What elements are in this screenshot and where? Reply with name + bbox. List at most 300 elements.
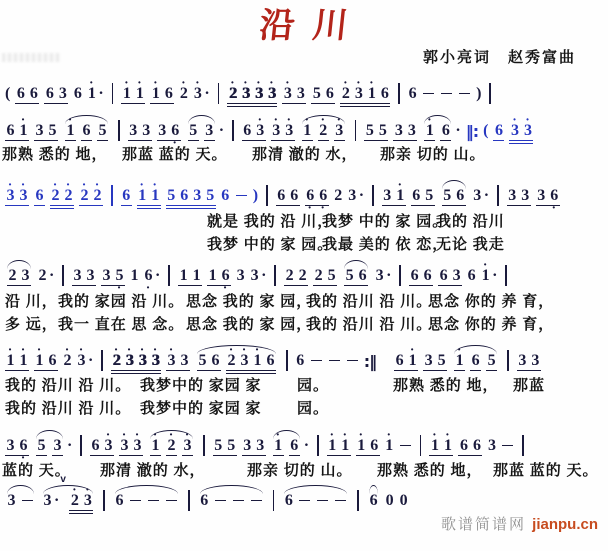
beam-group [438,262,462,290]
note-digit: 1 [151,187,160,204]
note [35,347,44,375]
note-digit: 1 [135,85,144,102]
octave-dots-above: • [513,115,517,124]
note [290,432,299,460]
octave-dots-above: • [122,430,127,439]
lyric-phrase: 园。 [297,378,330,394]
note [82,117,91,145]
note-digit: 1 [430,437,439,454]
note-digit: 3 [129,122,138,139]
octave-dots-above: • [457,345,462,354]
note [284,487,293,515]
beam-group [15,80,39,108]
barline [80,435,82,456]
note [375,262,384,290]
watermark-brand: jianpu.cn [532,516,598,533]
note [369,487,378,515]
note-digit: 1 [443,437,452,454]
note [243,432,252,460]
note-digit: 1 [151,437,160,454]
augmentation-dot: · [67,437,73,454]
note [38,262,47,290]
octave-dots-above: • [285,78,290,87]
lyrics-line [0,459,608,477]
barline [111,185,113,206]
note-digit: 6 [408,85,417,102]
note [129,117,138,145]
duration-dash [399,432,412,460]
note [211,347,220,375]
note-digit: 6 [29,85,38,102]
note [45,80,54,108]
note [151,182,160,210]
note-digit: 3 [125,352,134,369]
repeat-end-sign: :‖ [363,351,377,371]
octave-dots-above: • [269,78,274,87]
beam-group [242,117,266,145]
note-digit: 1 [253,352,262,369]
augmentation-dot: · [455,122,461,139]
note [83,487,92,515]
note [383,182,392,210]
note-digit: 3 [240,352,249,369]
note-digit: 3 [58,85,67,102]
lyrics-line [0,143,608,161]
octave-dots-below: • [552,203,557,212]
note [285,117,294,145]
note [214,432,223,460]
note-digit: 2 [51,187,60,204]
beam-group [493,117,504,145]
octave-dots-above: • [256,78,261,87]
parenthesis: ( [483,122,489,139]
beam-group [119,432,143,460]
note [341,80,350,108]
note [378,117,387,145]
barline [273,490,275,511]
note-digit: 3 [510,122,519,139]
beam-group [242,432,266,460]
note-digit: 3 [86,267,95,284]
note-digit: 1 [455,352,464,369]
duration-dash [147,487,160,515]
beam-group [178,262,202,290]
note [133,432,142,460]
note [167,182,176,210]
note [283,80,292,108]
beam-group [424,117,435,145]
note-digit: 5 [115,267,124,284]
note-digit: 1 [481,267,490,284]
note-digit: 1 [122,85,131,102]
note-digit: 1 [303,122,312,139]
note [256,117,265,145]
note-digit: 3 [348,187,357,204]
note-digit: 6 [456,187,465,204]
note-digit: 6 [73,85,82,102]
note-digit: 3 [120,437,129,454]
note-digit: 1 [151,85,160,102]
beam-group [271,117,295,145]
note [208,262,217,290]
lyrics-line [0,313,608,331]
barline [118,120,120,141]
note [221,262,230,290]
octave-dots-above: • [8,345,13,354]
octave-dots-above: • [242,345,247,354]
note [312,80,321,108]
note [508,182,517,210]
note-digit: 3 [193,85,202,102]
note-digit: 3 [142,122,151,139]
beam-group [409,262,433,290]
duration-dash [235,182,248,210]
note-digit: 6 [277,187,286,204]
note [227,347,236,375]
barline [103,490,105,511]
duration-dash [458,80,471,108]
note-digit: 6 [325,85,334,102]
note [87,80,96,108]
octave-dots-above: • [243,78,248,87]
beam-group [282,80,306,108]
octave-dots-below: • [173,138,178,147]
octave-dots-above: • [305,115,310,124]
note-digit: 3 [354,85,363,102]
note-digit: 1 [130,267,139,284]
note-digit: 3 [151,352,160,369]
barline [274,265,276,286]
slur [5,487,36,515]
note-digit: 6 [144,267,153,284]
note-digit: 6 [358,267,367,284]
note [167,347,176,375]
octave-dots-above: • [65,345,70,354]
note [73,80,82,108]
beam-group [5,117,29,145]
note-digit: 3 [531,352,540,369]
octave-dots-above: • [21,180,26,189]
beam-group [157,117,181,145]
octave-dots-above: • [195,78,200,87]
note [395,347,404,375]
octave-dots-below: • [321,203,326,212]
note [8,262,17,290]
note [158,117,167,145]
beam-group [429,432,453,460]
note-digit: 6 [319,187,328,204]
augmentation-dot: · [155,267,161,284]
note-digit: 3 [256,122,265,139]
octave-dots-above: • [258,115,263,124]
note-digit: 5 [167,187,176,204]
note-digit: 1 [385,437,394,454]
note-digit: 3 [102,267,111,284]
lyric-phrase: 那亲 切的 山。 [247,463,353,479]
note-digit: 6 [164,85,173,102]
note-digit: 1 [19,122,28,139]
note-digit: 1 [87,85,96,102]
note [487,347,496,375]
note [531,347,540,375]
note-digit: 6 [221,187,230,204]
beam-group [188,117,199,145]
note-digit: 6 [211,352,220,369]
lyric-phrase: 无论 我走 [436,237,505,253]
lyric-phrase: 我的 沿川 [436,214,505,230]
note-digit: 3 [35,122,44,139]
note-digit: 6 [306,187,315,204]
note-digit: 5 [487,352,496,369]
duration-dash [250,487,263,515]
beam-group [182,432,193,460]
note-digit: 3 [104,437,113,454]
note [306,182,315,210]
augmentation-dot: · [204,85,210,102]
slur [300,117,347,145]
note-digit: 3 [523,122,532,139]
beam-group [382,182,406,210]
beam-group [44,80,68,108]
octave-dots-above: • [89,78,94,87]
beam-group [69,487,93,515]
note [335,117,344,145]
duration-dash [298,487,311,515]
note [243,117,252,145]
augmentation-dot: · [358,187,365,204]
note [102,262,111,290]
note [193,182,202,210]
note-digit: 1 [192,267,201,284]
note-digit: 1 [35,352,44,369]
note [277,182,286,210]
slur [148,432,195,460]
note [151,80,160,108]
lyrics-line [0,210,608,228]
note-digit: 3 [138,352,147,369]
octave-dots-above: • [343,78,348,87]
beam-group [536,182,560,210]
octave-dots-above: • [229,345,234,354]
barline [497,185,499,206]
note [138,347,147,375]
note-digit: 1 [179,267,188,284]
beam-group [276,182,300,210]
note [439,262,448,290]
slur [282,487,349,515]
lyric-phrase: 就是 我的 沿 川， [207,214,334,230]
parenthesis: ( [5,85,11,102]
augmentation-dot: · [54,492,60,509]
note-digit: 6 [115,492,124,509]
beam-group [423,347,447,375]
note [206,182,215,210]
note-digit: 5 [48,122,57,139]
beam-group [5,182,29,210]
lyric-phrase: 蓝的 天。 [2,463,71,479]
note-digit: 5 [327,267,336,284]
note-digit: 6 [423,267,432,284]
note-digit: 1 [66,122,75,139]
duration-dash [21,487,34,515]
lyric-phrase: 我的 家园 沿 川。 [58,294,185,310]
lyric-phrase: 思念 我的 家 园， [186,294,313,310]
note [125,347,134,375]
octave-dots-above: • [135,430,140,439]
note [6,347,15,375]
beam-group [394,347,418,375]
note [144,262,153,290]
note-digit: 2 [112,352,121,369]
augmentation-dot: · [88,352,94,369]
note-digit: 3 [424,352,433,369]
parenthesis: ) [252,187,259,204]
beam-group [197,347,221,375]
beam-group [81,117,92,145]
beam-group [204,117,215,145]
note [250,262,259,290]
notation-line [5,262,510,292]
note-digit: 3 [473,187,482,204]
notation-line [5,182,560,212]
beam-group [72,262,96,290]
note-digit: 1 [274,437,283,454]
barline [168,265,170,286]
lyric-phrase: 我梦中的 家园 家 [140,401,262,417]
note [365,117,374,145]
beam-group [313,262,337,290]
note [328,432,337,460]
beam-group [121,80,145,108]
note [48,347,57,375]
octave-dots-below: • [21,453,26,462]
barline [355,120,357,141]
lyric-phrase: 我一 直在 思 念。 [58,317,185,333]
note [518,347,527,375]
note [441,117,450,145]
note [537,182,546,210]
beam-group [517,347,541,375]
note-digit: 3 [521,187,530,204]
octave-dots-above: • [230,78,235,87]
octave-dots-above: • [276,430,281,439]
note [98,117,107,145]
note-digit: 3 [243,437,252,454]
note [16,80,25,108]
octave-dots-above: • [337,115,342,124]
note [408,80,417,108]
note-digit: 3 [205,122,214,139]
note-digit: 3 [241,85,250,102]
duration-dash [440,80,453,108]
octave-dots-above: • [79,345,84,354]
note-digit: 3 [133,437,142,454]
note [358,262,367,290]
note [221,182,230,210]
barline [203,435,205,456]
note [425,117,434,145]
note-digit: 2 [319,122,328,139]
note-digit: 3 [73,267,82,284]
slur [34,432,65,460]
note [63,347,72,375]
note-digit: 3 [394,122,403,139]
credits: 郭小亮词 赵秀富曲 [422,50,576,66]
beam-group [128,117,152,145]
note-digit: 2 [93,187,102,204]
note-digit: 2 [167,437,176,454]
note-digit: 1 [357,437,366,454]
beam-group [289,432,300,460]
beam-group [166,182,216,210]
song-title: 沿川 [257,6,368,45]
note [6,117,15,145]
augmentation-dot: · [303,437,310,454]
note-digit: 3 [375,267,384,284]
octave-dots-above: • [330,430,335,439]
note [64,182,73,210]
octave-dots-below: • [308,203,313,212]
note-digit: 5 [425,187,434,204]
note-digit: 2 [38,267,47,284]
beam-group [442,182,466,210]
note-digit: 6 [494,122,503,139]
note [122,80,131,108]
barline [266,185,268,206]
lyric-phrase: 我梦中的 家园 家 [140,378,262,394]
note-digit: 1 [367,85,376,102]
note-digit: 6 [459,437,468,454]
note [93,182,102,210]
octave-dots-above: • [53,180,58,189]
beam-group [34,117,58,145]
octave-dots-above: • [153,430,158,439]
note-digit: 6 [122,187,131,204]
lyric-phrase: 我的 沿川 沿 川。 [306,317,433,333]
note [272,117,281,145]
note-digit: 6 [221,267,230,284]
octave-dots-above: • [356,78,361,87]
note-digit: 5 [365,122,374,139]
octave-dots-above: • [140,180,145,189]
note [200,487,209,515]
beam-group [440,117,451,145]
lyrics-line [0,233,608,251]
note-digit: 3 [167,352,176,369]
note-digit: 6 [266,352,275,369]
note [180,347,189,375]
note-digit: 3 [508,187,517,204]
beam-group [7,262,31,290]
beam-group [52,432,63,460]
lyric-phrase: 那熟 悉的 地， [393,378,499,394]
note [510,117,519,145]
note [303,117,312,145]
note-digit: 5 [345,267,354,284]
watermark-site-name: 歌谱简谱网 [440,516,533,533]
note-digit: 3 [53,437,62,454]
note [7,487,16,515]
note-digit: 1 [408,352,417,369]
lyric-phrase: 思念 你的 养 育， [428,317,555,333]
note [80,182,89,210]
barline [357,490,359,511]
note-digit: 3 [283,85,292,102]
note [198,347,207,375]
note [228,80,237,108]
note-digit: 3 [383,187,392,204]
duration-dash [346,347,359,375]
